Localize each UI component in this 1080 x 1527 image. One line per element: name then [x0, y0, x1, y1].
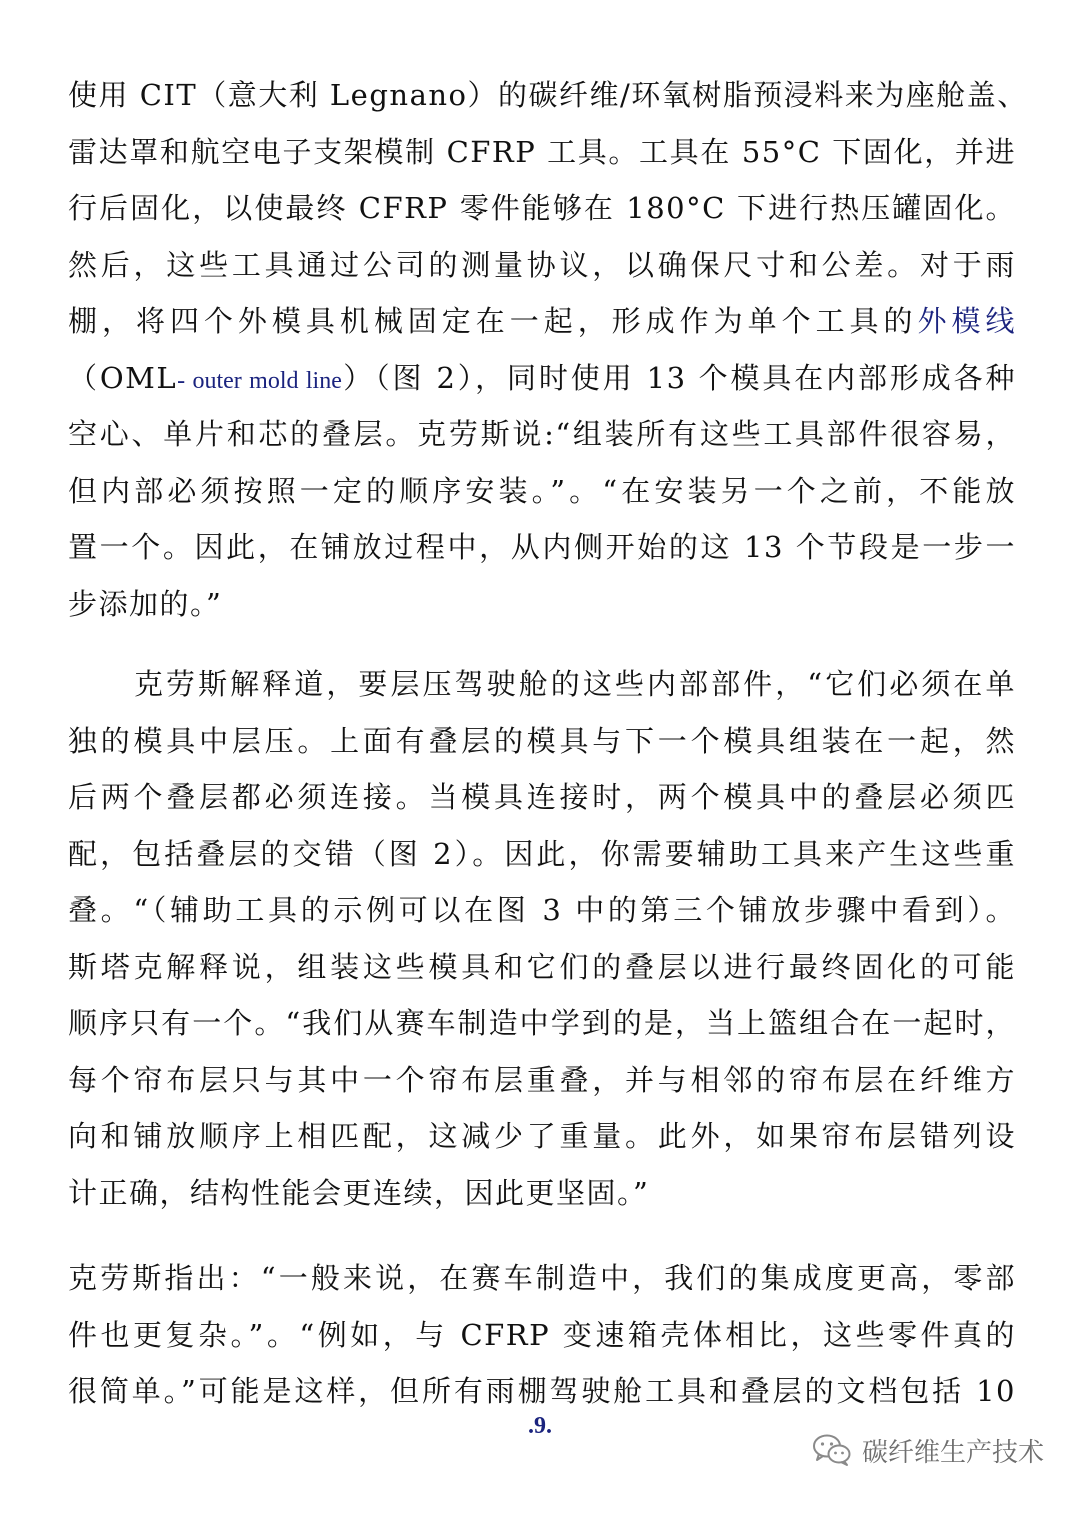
text-line: 斯塔克解释说，组装这些模具和它们的叠层以进行最终固化的可能 [68, 949, 1016, 984]
text-fragment: ）（图 2），同时使用 13 个模具在内部形成各种 [341, 360, 1016, 395]
text-line: 行后固化，以使最终 CFRP 零件能够在 180°C 下进行热压罐固化。 [68, 191, 1016, 225]
text-fragment: 棚，将四个外模具机械固定在一起，形成作为单个工具的 [68, 304, 918, 338]
text-line: 空心、单片和芯的叠层。克劳斯说:“组装所有这些工具部件很容易， [68, 417, 1016, 451]
text-line: 置一个。因此，在铺放过程中，从内侧开始的这 13 个节段是一步一 [68, 530, 1016, 564]
text-fragment: （OML [68, 360, 178, 395]
text-line: 叠。“（辅助工具的示例可以在图 3 中的第三个铺放步骤中看到）。 [68, 893, 1016, 927]
text-line: 每个帘布层只与其中一个帘布层重叠，并与相邻的帘布层在纤维方 [68, 1062, 1016, 1097]
text-line: 配，包括叠层的交错（图 2）。因此，你需要辅助工具来产生这些重 [68, 836, 1016, 871]
wechat-icon [812, 1433, 852, 1467]
watermark-text: 碳纤维生产技术 [861, 1437, 1044, 1468]
text-line: 克劳斯解释道，要层压驾驶舱的这些内部部件，“它们必须在单 [134, 667, 1016, 701]
text-line [68, 350, 1016, 407]
text-line: 然后，这些工具通过公司的测量协议，以确保尺寸和公差。对于雨 [68, 247, 1016, 282]
text-line [68, 293, 1016, 350]
text-line: 件也更复杂。”。“例如，与 CFRP 变速箱壳体相比，这些零件真的 [68, 1317, 1016, 1352]
text-line: 独的模具中层压。上面有叠层的模具与下一个模具组装在一起，然 [68, 723, 1016, 758]
text-line: 克劳斯指出：“一般来说，在赛车制造中，我们的集成度更高，零部 [68, 1261, 1016, 1295]
text-line: 很简单。”可能是这样，但所有雨棚驾驶舱工具和叠层的文档包括 10 [68, 1374, 1016, 1408]
text-line: 步添加的。” [68, 586, 223, 621]
text-line: 但内部必须按照一定的顺序安装。”。“在安装另一个之前，不能放 [68, 473, 1016, 508]
text-line: 向和铺放顺序上相匹配，这减少了重量。此外，如果帘布层错列设 [68, 1119, 1016, 1153]
page-number: .9. [528, 1413, 552, 1439]
oml-english-note: - outer mold line [177, 367, 342, 394]
text-line: 使用 CIT（意大利 Legnano）的碳纤维/环氧树脂预浸料来为座舱盖、 [68, 78, 1028, 112]
text-line: 顺序只有一个。“我们从赛车制造中学到的是，当上篮组合在一起时， [68, 1006, 1016, 1040]
watermark [812, 1426, 1044, 1474]
paragraph-1 [68, 67, 1028, 632]
text-line: 计正确，结构性能会更连续，因此更坚固。” [68, 1175, 650, 1210]
outer-mold-line-term: 外模线 [917, 304, 1016, 338]
text-line: 后两个叠层都必须连接。当模具连接时，两个模具中的叠层必须匹 [68, 780, 1016, 814]
paragraph-3 [68, 1250, 1016, 1420]
text-line: 雷达罩和航空电子支架模制 CFRP 工具。工具在 55°C 下固化，并进 [68, 134, 1016, 169]
paragraph-2 [68, 656, 1016, 1221]
